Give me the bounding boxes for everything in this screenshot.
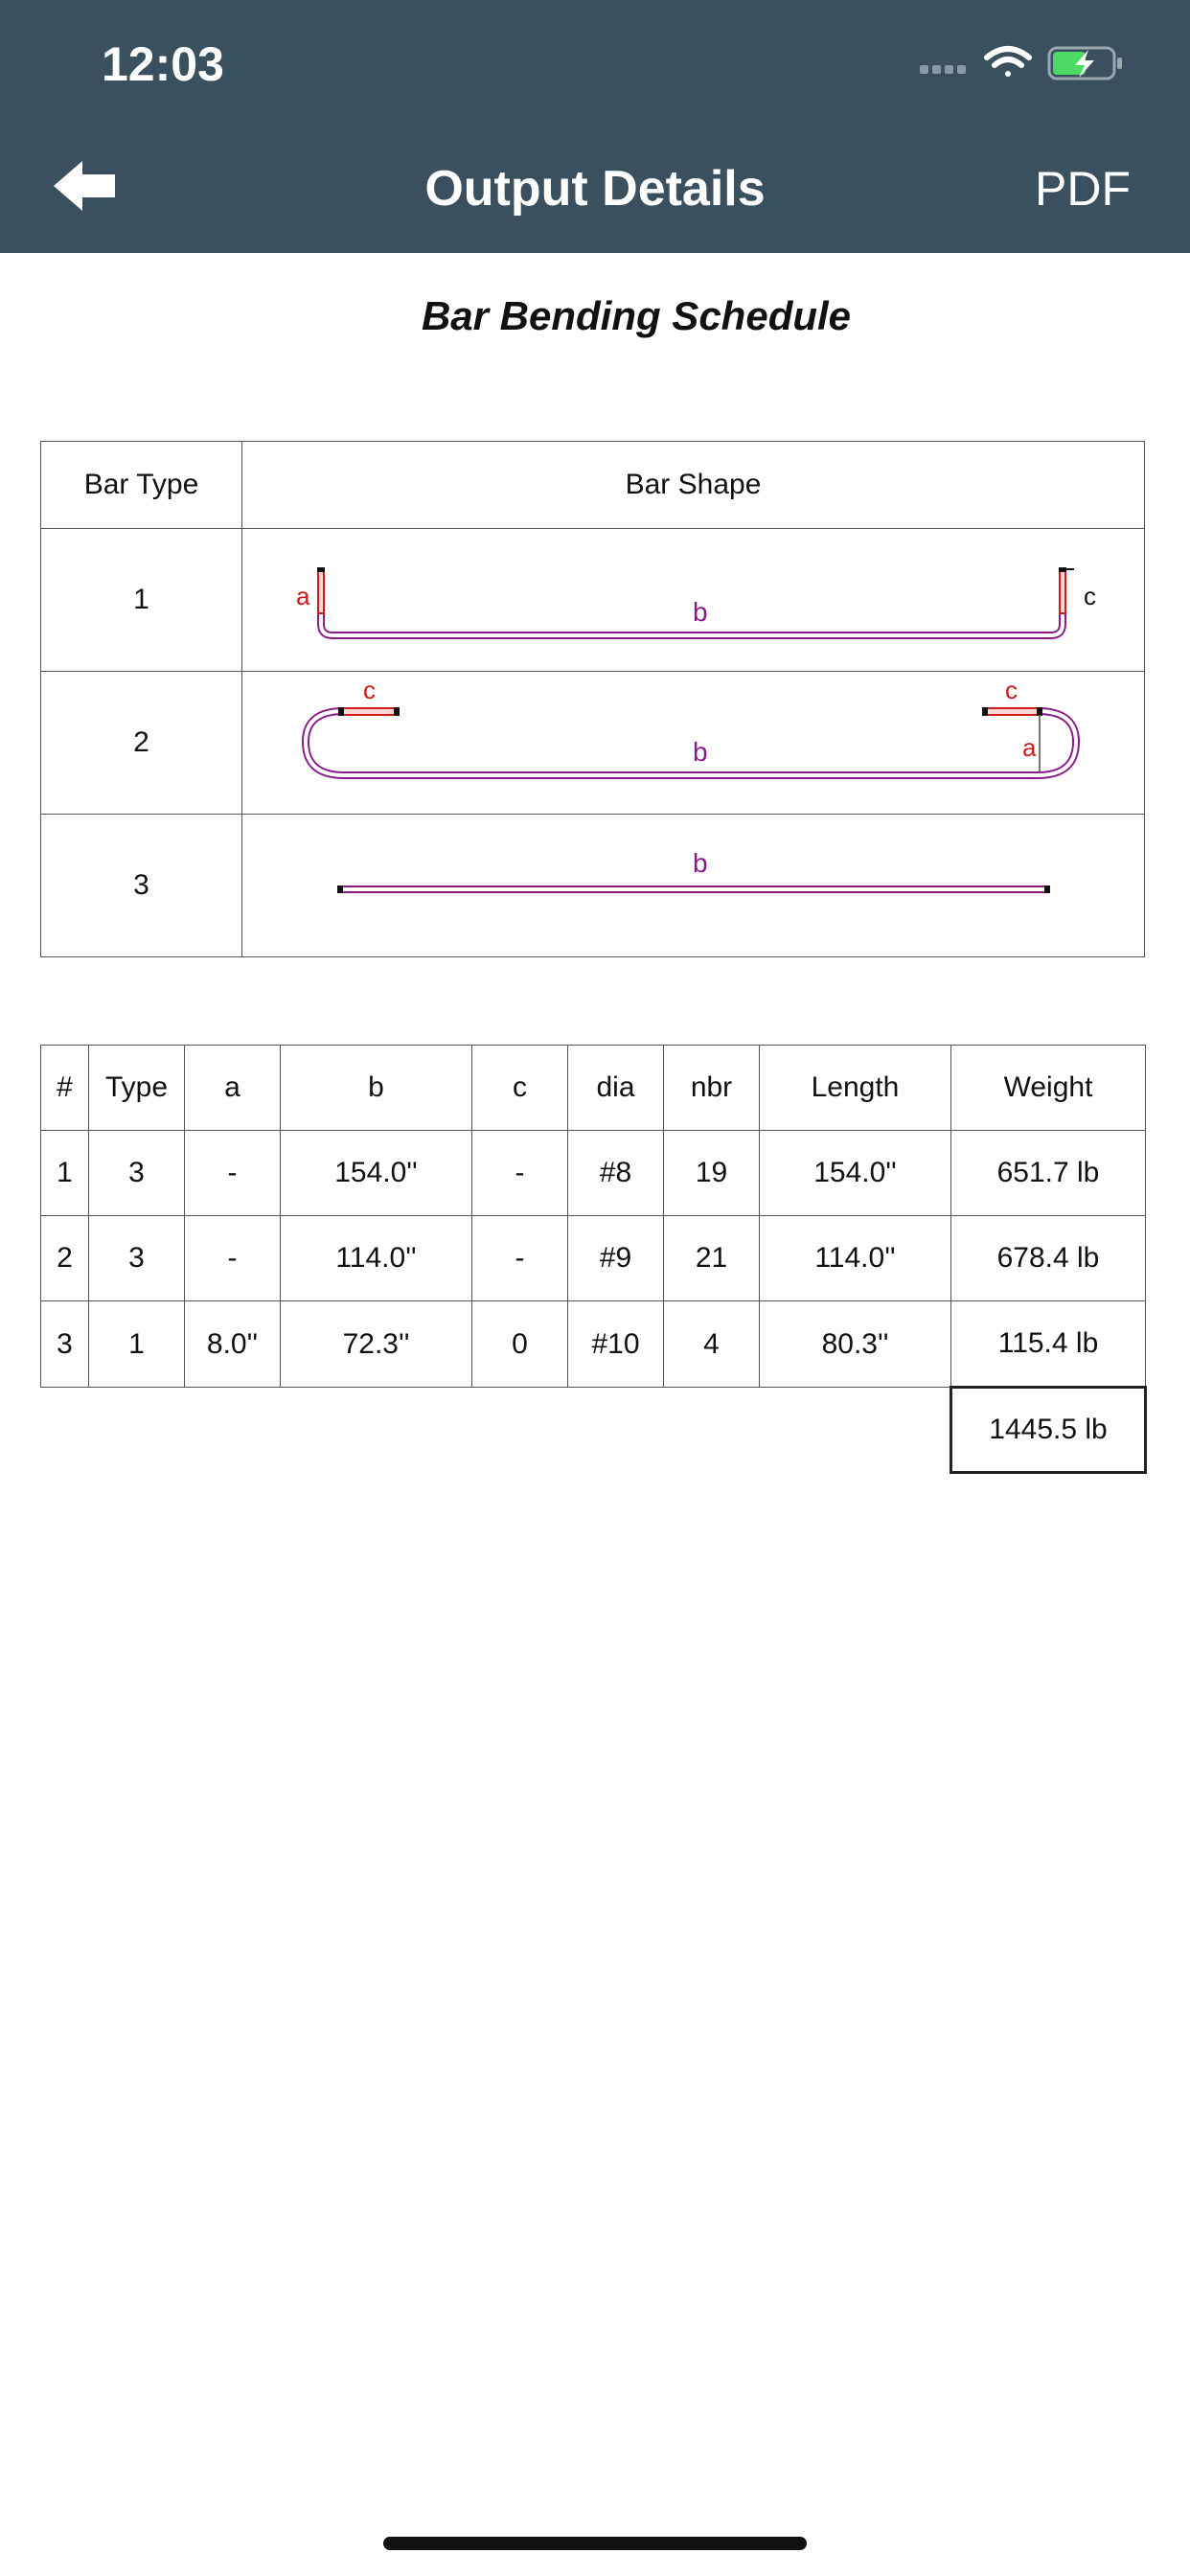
bar-shape-1 [242, 529, 1145, 672]
table-cell: - [185, 1216, 281, 1301]
shape-2-drawing [306, 707, 1076, 775]
shape-1-label-c: c [1084, 582, 1096, 610]
table-cell: 3 [41, 1301, 89, 1388]
pdf-button[interactable]: PDF [1035, 162, 1131, 216]
home-indicator[interactable] [383, 2537, 807, 2550]
table-cell: 1 [41, 1131, 89, 1216]
table-cell: 2 [41, 1216, 89, 1301]
header-bar-shape: Bar Shape [242, 442, 1145, 529]
table-cell: 114.0'' [760, 1216, 951, 1301]
bar-type-2: 2 [41, 672, 242, 815]
table-row [41, 1301, 1146, 1388]
shape-2-label-c-right: c [1005, 676, 1018, 704]
table-cell: #10 [568, 1301, 664, 1388]
column-header: a [185, 1046, 281, 1131]
column-header: Type [89, 1046, 185, 1131]
table-cell: #8 [568, 1131, 664, 1216]
table-cell: 154.0'' [760, 1131, 951, 1216]
table-cell: - [472, 1216, 568, 1301]
table-cell: 3 [89, 1216, 185, 1301]
table-cell: 19 [664, 1131, 760, 1216]
column-header: dia [568, 1046, 664, 1131]
table-cell: 8.0'' [185, 1301, 281, 1388]
table-header-row [41, 1046, 1146, 1131]
table-cell: #9 [568, 1216, 664, 1301]
table-cell: 80.3'' [760, 1301, 951, 1388]
table-cell: 3 [89, 1131, 185, 1216]
bar-type-3: 3 [41, 815, 242, 957]
bar-shape-2 [242, 672, 1145, 815]
shape-1-label-a: a [296, 582, 310, 610]
total-weight: 1445.5 lb [951, 1388, 1146, 1473]
shape-2-label-a: a [1022, 733, 1037, 762]
column-header: Weight [951, 1046, 1146, 1131]
table-cell: 0 [472, 1301, 568, 1388]
table-row [41, 1131, 1146, 1216]
shape-2-label-c-left: c [363, 676, 376, 704]
column-header: Length [760, 1046, 951, 1131]
table-cell: 114.0'' [281, 1216, 472, 1301]
column-header: # [41, 1046, 89, 1131]
table-cell: 21 [664, 1216, 760, 1301]
table-row [41, 1216, 1146, 1301]
column-header: b [281, 1046, 472, 1131]
shape-1-label-b: b [693, 597, 708, 627]
table-cell: - [472, 1131, 568, 1216]
table-cell: 72.3'' [281, 1301, 472, 1388]
status-time: 12:03 [102, 37, 224, 91]
table-cell: - [185, 1131, 281, 1216]
bar-schedule-table [40, 1045, 1147, 1474]
bar-shape-table [40, 441, 1145, 957]
table-cell: 154.0'' [281, 1131, 472, 1216]
page-title: Output Details [424, 161, 766, 217]
table-cell: 115.4 lb [951, 1301, 1146, 1388]
column-header: nbr [664, 1046, 760, 1131]
table-cell: 1 [89, 1301, 185, 1388]
navigation-bar [0, 0, 1190, 253]
table-cell: 678.4 lb [951, 1216, 1146, 1301]
table-cell: 4 [664, 1301, 760, 1388]
shape-2-label-b: b [693, 737, 708, 767]
document-title: Bar Bending Schedule [421, 293, 852, 338]
total-row [41, 1388, 1146, 1473]
shape-3-drawing [337, 886, 1050, 893]
table-cell: 651.7 lb [951, 1131, 1146, 1216]
column-header: c [472, 1046, 568, 1131]
bar-type-1: 1 [41, 529, 242, 672]
battery-charging-icon [1049, 48, 1122, 79]
header-bar-type: Bar Type [41, 442, 242, 529]
shape-3-label-b: b [693, 848, 708, 878]
wifi-icon [987, 49, 1029, 77]
bar-shape-3 [242, 815, 1145, 957]
status-icons [920, 42, 1131, 84]
cellular-signal-icon [920, 65, 966, 74]
